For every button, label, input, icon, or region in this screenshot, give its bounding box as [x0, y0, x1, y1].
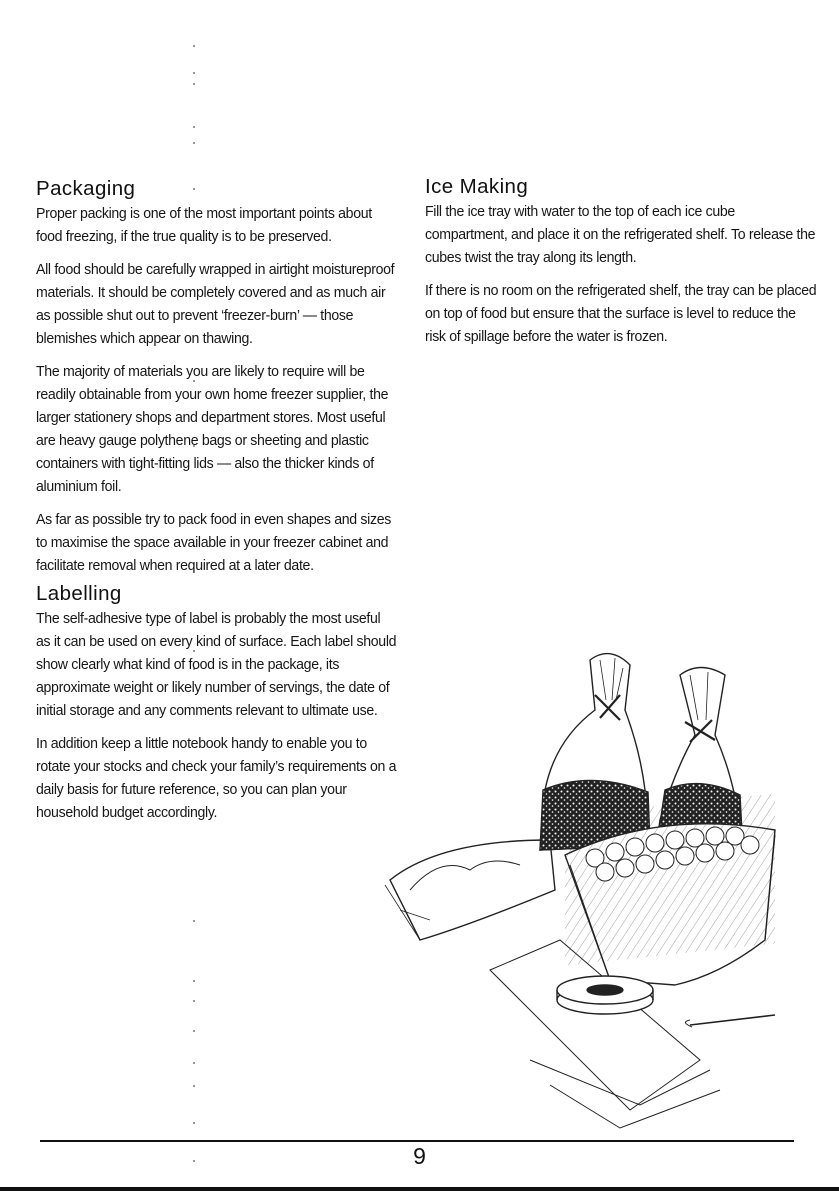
freezer-packaging-illustration — [380, 640, 800, 1130]
left-column — [36, 176, 398, 834]
label-roll-icon — [557, 976, 653, 1014]
page-number: 9 — [413, 1143, 426, 1169]
pen-icon — [685, 1015, 775, 1027]
wrapped-package-icon — [385, 840, 555, 940]
labelling-paragraph: In addition keep a little notebook handy to enable you to rotate your stocks and check your family’s requirements on a daily basis for future reference, so you can plan your household budget accordingly. — [36, 735, 397, 821]
page-bottom-edge — [0, 1187, 839, 1191]
packaging-section — [36, 176, 398, 577]
labelling-section — [36, 581, 398, 824]
packaging-paragraph: As far as possible try to pack food in even shapes and sizes to maximise the space available in your freezer cabinet and facilitate removal when required at a later date. — [36, 511, 391, 574]
ice-making-heading: Ice Making — [425, 175, 529, 198]
plastic-container-icon — [565, 793, 775, 985]
labelling-paragraph: The self-adhesive type of label is probably the most useful as it can be used on every kind of surface. Each label should show clearly what kind of food is in the package, its approximate weight or likely number of servings, the date of initial storage and any comments relevant to ultimate use. — [36, 610, 397, 719]
labelling-heading: Labelling — [36, 582, 122, 605]
packaging-paragraph: All food should be carefully wrapped in airtight moistureproof materials. It should be completely covered and as much air as possible shut out to prevent ‘freezer-burn’ — those blemishes which appear on thawing. — [36, 261, 395, 347]
packaging-heading: Packaging — [36, 177, 136, 200]
ice-making-paragraph: Fill the ice tray with water to the top of each ice cube compartment, and place it on the refrigerated shelf. To release the cubes twist the tray along its length. — [425, 203, 816, 266]
ice-making-paragraph: If there is no room on the refrigerated shelf, the tray can be placed on top of food but ensure that the surface is level to reduce the risk of spillage before the water is frozen. — [425, 282, 817, 345]
packaging-paragraph: Proper packing is one of the most important points about food freezing, if the true quality is to be preserved. — [36, 205, 372, 245]
ice-making-section — [425, 174, 820, 348]
packaging-paragraph: The majority of materials you are likely to require will be readily obtainable from your own home freezer supplier, the larger stationery shops and department stores. Most useful are heavy gauge polythene bags or sheeting and plastic containers with tight-fitting lids — also the thicker kinds of aluminium foil. — [36, 363, 389, 495]
right-column — [425, 174, 820, 358]
